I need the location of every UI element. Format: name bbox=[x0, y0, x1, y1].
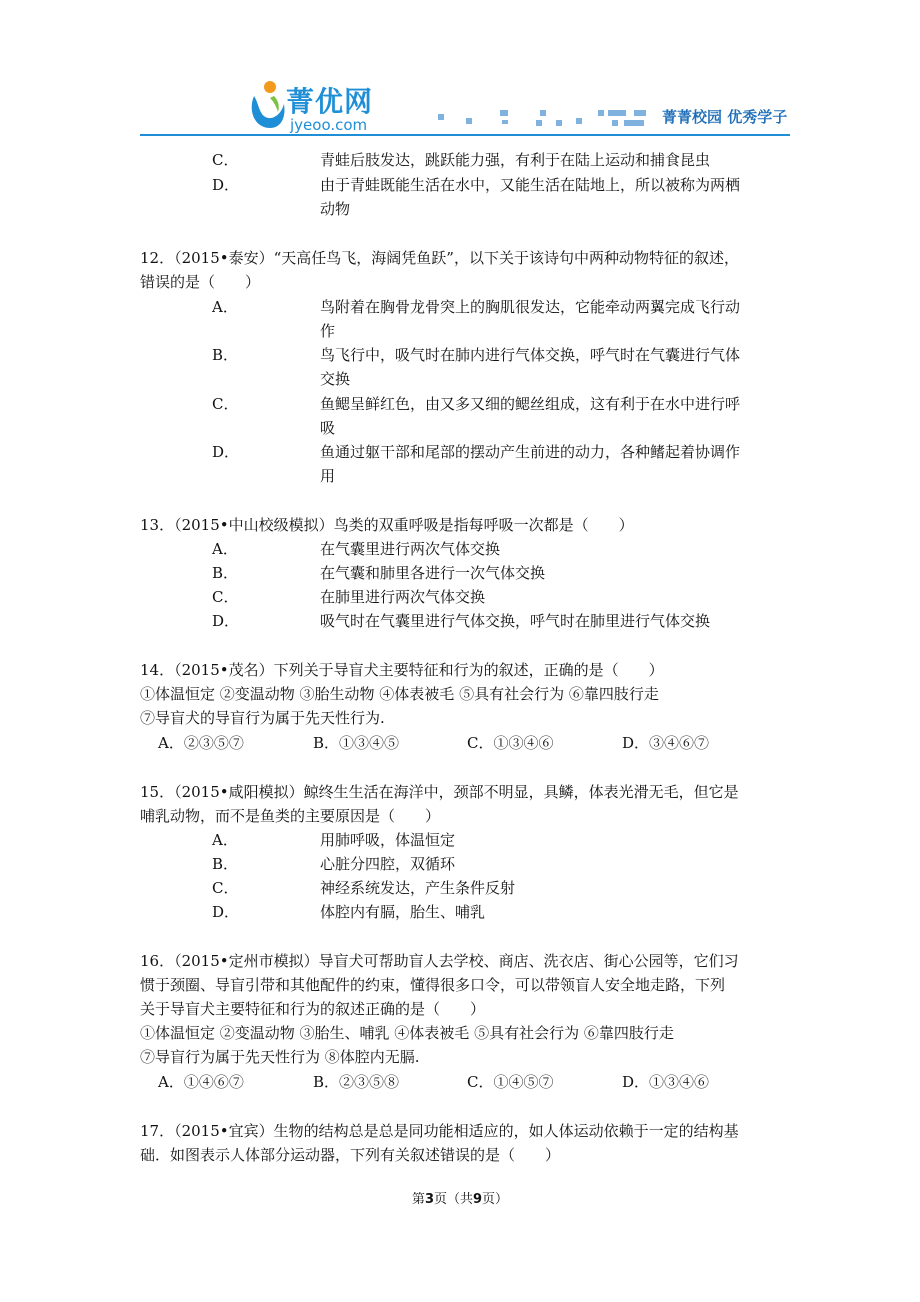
option-text: 动物 bbox=[320, 200, 351, 218]
question-stem: 16．（2015•定州市模拟）导盲犬可帮助盲人去学校、商店、洗衣店、街心公园等，它们习 bbox=[140, 952, 739, 970]
question-stem: 14．（2015•茂名）下列关于导盲犬主要特征和行为的叙述，正确的是（ ） bbox=[140, 661, 664, 679]
logo-figure-icon bbox=[244, 78, 288, 134]
option-text: 用肺呼吸，体温恒定 bbox=[320, 831, 456, 849]
question-stem: 13．（2015•中山校级模拟）鸟类的双重呼吸是指每呼吸一次都是（ ） bbox=[140, 516, 634, 534]
option-letter: B． bbox=[212, 855, 239, 873]
question-stem: 错误的是（ ） bbox=[140, 273, 261, 291]
choice-c: C．①④⑤⑦ bbox=[467, 1073, 554, 1091]
option-text: 体腔内有膈，胎生、哺乳 bbox=[320, 903, 486, 921]
question-stem: 12．（2015•泰安）“天高任鸟飞，海阔凭鱼跃”，以下关于该诗句中两种动物特征的叙述， bbox=[140, 249, 739, 267]
question-stem: 15．（2015•咸阳模拟）鲸终生生活在海洋中，颈部不明显，具鳞，体表光滑无毛，但它是 bbox=[140, 783, 739, 801]
logo-domain: jyeoo.com bbox=[290, 116, 368, 134]
option-text: 在气囊里进行两次气体交换 bbox=[320, 540, 501, 558]
footer-prefix: 第 bbox=[411, 1192, 425, 1207]
option-letter: C． bbox=[212, 395, 239, 413]
option-letter: D． bbox=[212, 176, 240, 194]
option-letter: B． bbox=[212, 346, 239, 364]
option-text: 鱼通过躯干部和尾部的摆动产生前进的动力，各种鳍起着协调作 bbox=[320, 443, 741, 461]
header-slogan: 菁菁校园 优秀学子 bbox=[662, 108, 788, 126]
question-stem: ⑦导盲犬的导盲行为属于先天性行为. bbox=[140, 709, 385, 727]
option-text: 吸气时在气囊里进行气体交换，呼气时在肺里进行气体交换 bbox=[320, 612, 711, 630]
option-letter: D． bbox=[212, 903, 240, 921]
option-letter: D． bbox=[212, 612, 240, 630]
page-header bbox=[140, 70, 790, 140]
choice-b: B．①③④⑤ bbox=[313, 734, 400, 752]
question-stem: 哺乳动物，而不是鱼类的主要原因是（ ） bbox=[140, 807, 441, 825]
choice-d: D．①③④⑥ bbox=[622, 1073, 710, 1091]
option-letter: C． bbox=[212, 879, 239, 897]
option-text: 用 bbox=[320, 467, 336, 485]
choice-a: A．②③⑤⑦ bbox=[158, 734, 244, 752]
option-letter: C． bbox=[212, 151, 239, 169]
footer-total-pages: 9 bbox=[473, 1192, 483, 1207]
option-text: 神经系统发达，产生条件反射 bbox=[320, 879, 516, 897]
choice-c: C．①③④⑥ bbox=[467, 734, 554, 752]
option-letter: A． bbox=[212, 540, 238, 558]
option-text: 在肺里进行两次气体交换 bbox=[320, 588, 486, 606]
question-stem: 关于导盲犬主要特征和行为的叙述正确的是（ ） bbox=[140, 1000, 486, 1018]
option-text: 青蛙后肢发达，跳跃能力强，有利于在陆上运动和捕食昆虫 bbox=[320, 151, 711, 169]
option-text: 吸 bbox=[320, 419, 336, 437]
question-stem: 17．（2015•宜宾）生物的结构总是总是同功能相适应的，如人体运动依赖于一定的结构基 bbox=[140, 1122, 739, 1140]
option-text: 鱼鳃呈鲜红色，由又多又细的鳃丝组成，这有利于在水中进行呼 bbox=[320, 395, 741, 413]
option-text: 交换 bbox=[320, 370, 351, 388]
choice-a: A．①④⑥⑦ bbox=[158, 1073, 244, 1091]
decorative-squares bbox=[430, 106, 660, 126]
logo-title: 菁优网 bbox=[286, 85, 374, 118]
question-stem: ⑦导盲行为属于先天性行为 ⑧体腔内无膈. bbox=[140, 1048, 420, 1066]
option-text: 作 bbox=[320, 322, 336, 340]
option-letter: A． bbox=[212, 298, 238, 316]
footer-mid: 页（共 bbox=[433, 1192, 473, 1207]
question-stem: ①体温恒定 ②变温动物 ③胎生、哺乳 ④体表被毛 ⑤具有社会行为 ⑥靠四肢行走 bbox=[140, 1024, 674, 1042]
question-stem: ①体温恒定 ②变温动物 ③胎生动物 ④体表被毛 ⑤具有社会行为 ⑥靠四肢行走 bbox=[140, 685, 659, 703]
page-footer bbox=[0, 1188, 920, 1207]
header-rule bbox=[140, 134, 790, 136]
option-letter: B． bbox=[212, 564, 239, 582]
option-letter: C． bbox=[212, 588, 239, 606]
option-letter: D． bbox=[212, 443, 240, 461]
choice-d: D．③④⑥⑦ bbox=[622, 734, 710, 752]
footer-page-number: 3 bbox=[424, 1192, 434, 1207]
option-text: 心脏分四腔，双循环 bbox=[320, 855, 456, 873]
option-text: 鸟附着在胸骨龙骨突上的胸肌很发达，它能牵动两翼完成飞行动 bbox=[320, 298, 741, 316]
option-text: 由于青蛙既能生活在水中，又能生活在陆地上，所以被称为两栖 bbox=[320, 176, 741, 194]
choice-b: B．②③⑤⑧ bbox=[313, 1073, 400, 1091]
option-letter: A． bbox=[212, 831, 238, 849]
question-stem: 惯于颈圈、导盲引带和其他配件的约束，懂得很多口令，可以带领盲人安全地走路，下列 bbox=[140, 976, 726, 994]
question-stem: 础．如图表示人体部分运动器，下列有关叙述错误的是（ ） bbox=[140, 1146, 561, 1164]
footer-suffix: 页） bbox=[482, 1192, 509, 1207]
option-text: 鸟飞行中，吸气时在肺内进行气体交换，呼气时在气囊进行气体 bbox=[320, 346, 741, 364]
option-text: 在气囊和肺里各进行一次气体交换 bbox=[320, 564, 546, 582]
